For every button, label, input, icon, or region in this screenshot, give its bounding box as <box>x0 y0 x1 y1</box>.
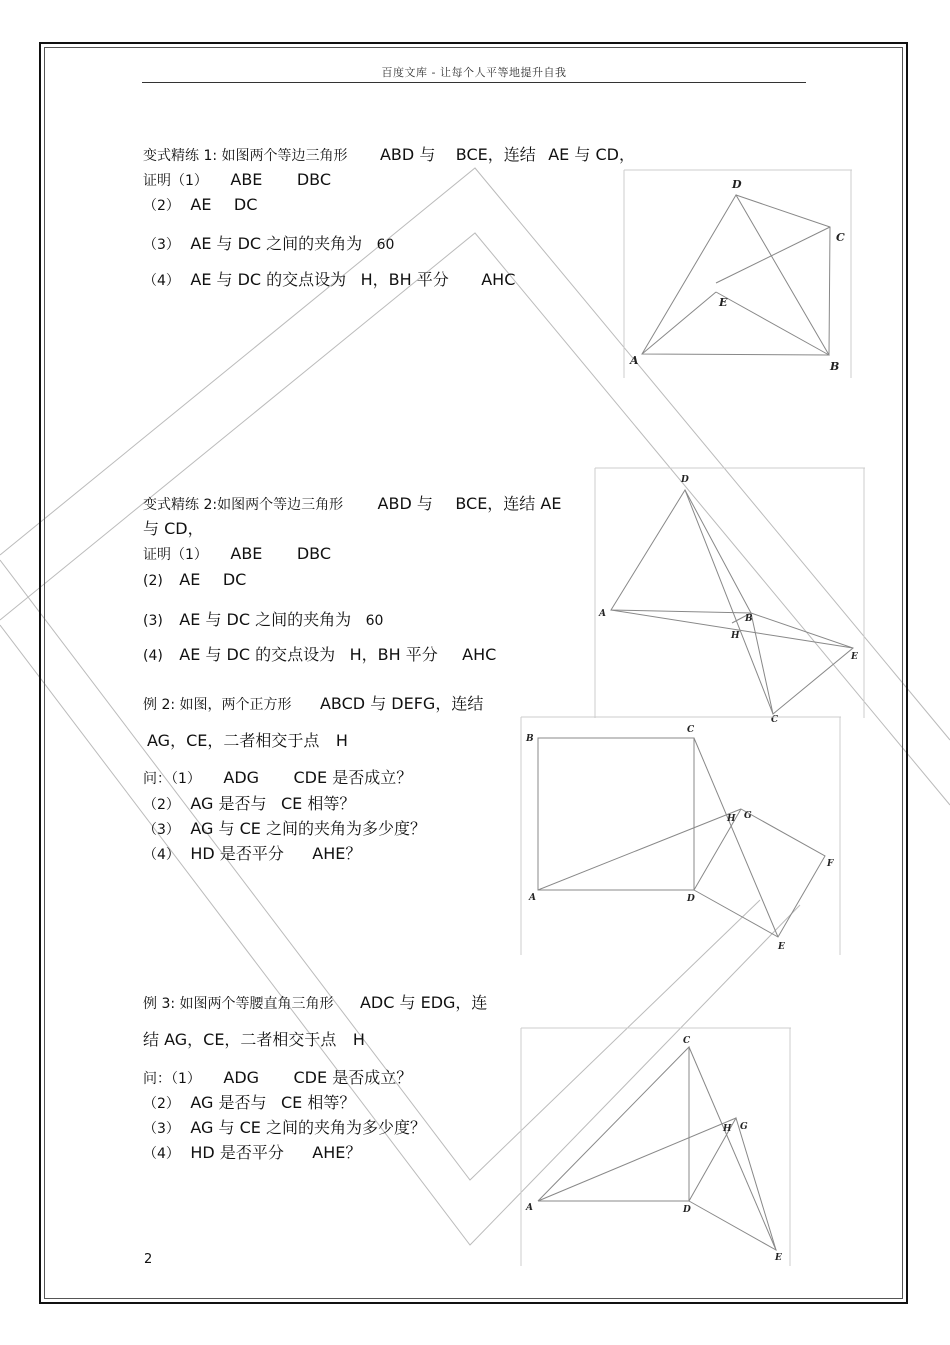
text: AG 是否与 <box>190 1093 267 1112</box>
ex3-line1 <box>143 695 483 714</box>
label-C: C <box>683 1036 691 1046</box>
label-C: C <box>771 715 779 725</box>
ex3-line2 <box>147 732 348 751</box>
text: ABE <box>230 544 263 563</box>
label-D: D <box>732 178 742 191</box>
figure-1-triangles <box>624 170 852 378</box>
ex4-line6 <box>143 1144 361 1163</box>
text: AE 与 DC 的交点设为 <box>190 270 347 289</box>
text: （3） <box>143 1121 180 1137</box>
ex4-line3 <box>143 1069 412 1088</box>
text: 结 AG，CE，二者相交于点 <box>143 1030 337 1049</box>
text: （4） <box>143 1146 180 1162</box>
page-number: 2 <box>144 1252 153 1267</box>
text: AHE？ <box>312 1143 362 1162</box>
text: （2） <box>143 198 180 214</box>
text: 证明（1） <box>143 547 208 563</box>
label-G: G <box>740 1122 748 1132</box>
label-H: H <box>727 814 736 824</box>
ex2-line1 <box>143 495 561 514</box>
ex1-line1 <box>143 146 635 165</box>
text: H，BH 平分 <box>349 645 438 664</box>
text: ABD 与 <box>377 494 433 513</box>
label-B: B <box>745 614 753 624</box>
text: HD 是否平分 <box>190 1143 284 1162</box>
text: 60 <box>376 237 395 253</box>
text: 60 <box>365 613 384 629</box>
label-C: C <box>687 725 695 735</box>
text: （4） <box>143 273 180 289</box>
text: AE <box>179 570 201 589</box>
text: (4) <box>143 648 163 664</box>
text: BCE，连结 AE <box>455 494 562 513</box>
ex2-line5 <box>143 611 383 630</box>
ex1-line2 <box>143 171 331 190</box>
label-E: E <box>719 296 728 309</box>
text: ADC 与 EDG，连 <box>359 993 488 1012</box>
text: AE 与 DC 的交点设为 <box>179 645 336 664</box>
text: H <box>335 731 348 750</box>
text: AE 与 DC 之间的夹角为 <box>190 234 363 253</box>
text: 与 CD， <box>143 519 204 538</box>
text: AG，CE，二者相交于点 <box>147 731 320 750</box>
ex3-line3 <box>143 769 412 788</box>
label-F: F <box>827 859 834 869</box>
header-rule <box>142 82 806 83</box>
text: AHC <box>481 270 516 289</box>
text: HD 是否平分 <box>190 844 284 863</box>
text: 例 3: 如图两个等腰直角三角形 <box>143 996 334 1012</box>
label-D: D <box>681 475 689 485</box>
label-A: A <box>630 354 639 367</box>
label-E: E <box>775 1253 782 1263</box>
ex1-line4 <box>143 235 394 254</box>
text: （4） <box>143 847 180 863</box>
text: （2） <box>143 1096 180 1112</box>
ex2-line4 <box>143 571 246 590</box>
label-A: A <box>529 893 536 903</box>
label-B: B <box>526 734 534 744</box>
text: CE 相等？ <box>280 1093 356 1112</box>
text: DC <box>233 195 258 214</box>
text: DBC <box>296 170 332 189</box>
text: ABD 与 <box>379 145 436 164</box>
page-header: 百度文库 - 让每个人平等地提升自我 <box>381 66 567 79</box>
text: 例 2: 如图，两个正方形 <box>143 697 292 713</box>
text: AG 与 CE 之间的夹角为多少度？ <box>190 1118 426 1137</box>
text: （2） <box>143 797 180 813</box>
ex4-line1 <box>143 994 487 1013</box>
ex4-line2 <box>143 1031 365 1050</box>
text: AE 与 CD， <box>548 145 635 164</box>
ex4-line5 <box>143 1119 426 1138</box>
label-C: C <box>836 231 845 244</box>
label-A: A <box>526 1203 533 1213</box>
figure-3-squares <box>521 717 841 955</box>
text: CDE 是否成立？ <box>293 768 413 787</box>
text: CE 相等？ <box>280 794 356 813</box>
ex3-line6 <box>143 845 361 864</box>
label-H: H <box>731 631 740 641</box>
text: 变式精练 2:如图两个等边三角形 <box>143 497 344 513</box>
ex1-line3 <box>143 196 257 215</box>
label-H: H <box>723 1124 732 1134</box>
label-B: B <box>830 360 840 373</box>
text: 问：（1） <box>143 1071 201 1087</box>
text: ADG <box>223 768 260 787</box>
ex3-line4 <box>143 795 355 814</box>
text: AHE？ <box>312 844 362 863</box>
text: 证明（1） <box>143 173 208 189</box>
label-G: G <box>744 811 752 821</box>
text: AG 与 CE 之间的夹角为多少度？ <box>190 819 426 838</box>
ex4-line4 <box>143 1094 355 1113</box>
ex2-line2 <box>143 520 204 539</box>
text: ADG <box>223 1068 260 1087</box>
ex3-line5 <box>143 820 426 839</box>
text: AE <box>190 195 212 214</box>
text: 问：（1） <box>143 771 201 787</box>
text: （3） <box>143 237 180 253</box>
label-E: E <box>851 652 858 662</box>
label-D: D <box>687 894 695 904</box>
text: DBC <box>296 544 332 563</box>
text: H，BH 平分 <box>360 270 449 289</box>
text: BCE，连结 <box>455 145 536 164</box>
text: （3） <box>143 822 180 838</box>
ex2-line6 <box>143 646 496 665</box>
label-A: A <box>599 609 606 619</box>
text: AHC <box>462 645 497 664</box>
label-E: E <box>778 942 785 952</box>
text: CDE 是否成立？ <box>293 1068 413 1087</box>
text: AE 与 DC 之间的夹角为 <box>179 610 352 629</box>
label-D: D <box>683 1205 691 1215</box>
text: (3) <box>143 613 163 629</box>
text: H <box>352 1030 365 1049</box>
ex2-line3 <box>143 545 331 564</box>
figure-2-triangles <box>595 468 865 725</box>
text: ABE <box>230 170 263 189</box>
text: AG 是否与 <box>190 794 267 813</box>
text: DC <box>222 570 247 589</box>
text: ABCD 与 DEFG，连结 <box>319 694 484 713</box>
figure-4-right-triangles <box>521 1028 791 1266</box>
text: 变式精练 1: 如图两个等边三角形 <box>143 148 348 164</box>
text: (2) <box>143 573 163 589</box>
ex1-line5 <box>143 271 515 290</box>
